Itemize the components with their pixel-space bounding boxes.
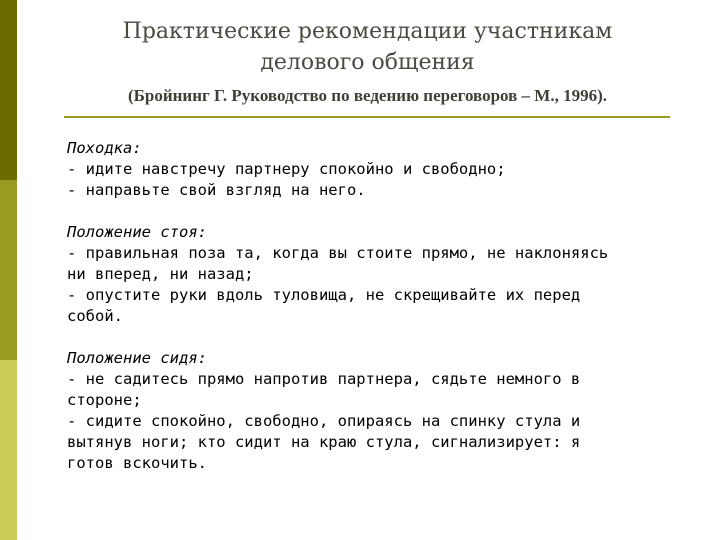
- section-walking: [67, 138, 667, 201]
- section-line: собой.: [67, 307, 123, 325]
- slide-content: [67, 138, 667, 495]
- section-heading: Походка:: [67, 139, 142, 157]
- section-standing: [67, 222, 667, 327]
- slide-title-line-2: делового общения: [260, 50, 475, 75]
- section-line: стороне;: [67, 391, 142, 409]
- section-line: готов вскочить.: [67, 454, 207, 472]
- section-line: вытянув ноги; кто сидит на краю стула, сигнализирует: я: [67, 433, 581, 451]
- accent-bar-middle: [0, 180, 17, 360]
- title-divider: [64, 116, 670, 118]
- section-line: ни вперед, ни назад;: [67, 265, 254, 283]
- section-line: - идите навстречу партнеру спокойно и свободно;: [67, 160, 506, 178]
- slide-title-line-1: Практические рекомендации участникам: [122, 19, 613, 44]
- section-line: - не садитесь прямо напротив партнера, сядьте немного в: [67, 370, 581, 388]
- section-heading: Положение стоя:: [67, 223, 207, 241]
- section-heading: Положение сидя:: [67, 349, 207, 367]
- section-sitting: [67, 348, 667, 474]
- section-line: - направьте свой взгляд на него.: [67, 181, 366, 199]
- accent-bar-bottom: [0, 360, 17, 540]
- accent-bar-top: [0, 0, 17, 180]
- section-line: - правильная поза та, когда вы стоите прямо, не наклоняясь: [67, 244, 609, 262]
- section-line: - опустите руки вдоль туловища, не скрещивайте их перед: [67, 286, 581, 304]
- section-line: - сидите спокойно, свободно, опираясь на спинку стула и: [67, 412, 581, 430]
- slide-subtitle: (Бройнинг Г. Руководство по ведению переговоров – М., 1996).: [127, 86, 608, 105]
- slide-title: [60, 16, 675, 78]
